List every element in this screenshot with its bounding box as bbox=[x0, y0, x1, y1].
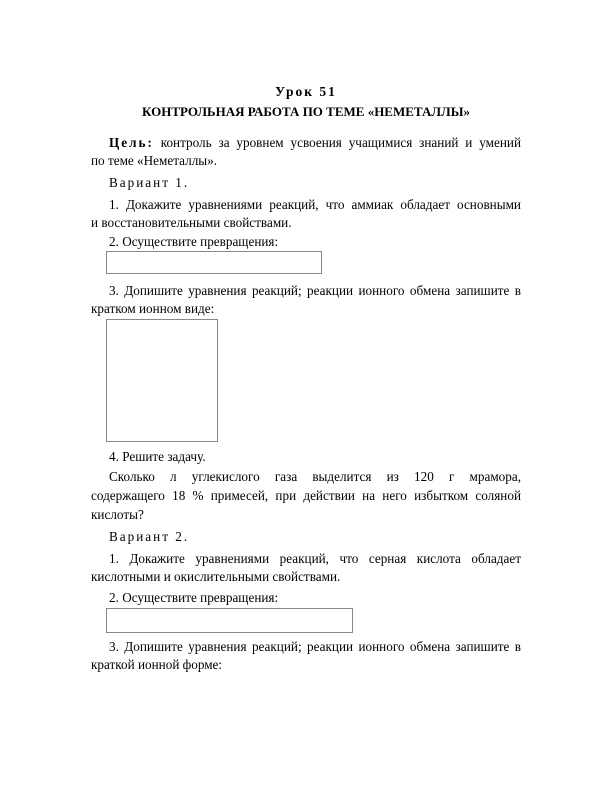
v2-task3-line-2: краткой ионной форме: bbox=[91, 657, 223, 672]
goal-label: Цель: bbox=[109, 135, 154, 150]
test-title: КОНТРОЛЬНАЯ РАБОТА ПО ТЕМЕ «НЕМЕТАЛЛЫ» bbox=[142, 104, 470, 119]
v1-problem-line-3: кислоты? bbox=[91, 507, 144, 522]
v2-task1-line-2: кислотными и окислительными свойствами. bbox=[91, 569, 341, 584]
v2-task1-line-1: 1. Докажите уравнениями реакций, что серная кислота обладает bbox=[109, 551, 521, 566]
goal-line-1 bbox=[91, 134, 521, 151]
v1-task3-line-1: 3. Допишите уравнения реакций; реакции ионного обмена запишите в bbox=[109, 283, 521, 298]
variant2-heading: Вариант 2. bbox=[109, 529, 190, 544]
v1-task4: 4. Решите задачу. bbox=[109, 449, 206, 464]
v1-task1-line-2: и восстановительными свойствами. bbox=[91, 215, 292, 230]
v1-problem-line-1: Сколько л углекислого газа выделится из 120 г мрамора, bbox=[109, 469, 521, 484]
v1-task2: 2. Осуществите превращения: bbox=[109, 234, 279, 249]
goal-text-1: контроль за уровнем усвоения учащимися знаний и умений bbox=[160, 135, 521, 150]
v1-equations-box bbox=[106, 319, 218, 442]
v1-task3-line-2: кратком ионном виде: bbox=[91, 301, 215, 316]
variant1-heading: Вариант 1. bbox=[109, 175, 190, 190]
v1-task1-line-1: 1. Докажите уравнениями реакций, что аммиак обладает основными bbox=[109, 197, 521, 212]
v2-task2: 2. Осуществите превращения: bbox=[109, 590, 279, 605]
v2-transformations-box bbox=[106, 608, 353, 633]
v2-task3-line-1: 3. Допишите уравнения реакций; реакции ионного обмена запишите в bbox=[109, 639, 521, 654]
goal-line-2: по теме «Неметаллы». bbox=[91, 153, 218, 168]
v1-problem-line-2: содержащего 18 % примесей, при действии на него избытком соляной bbox=[91, 488, 521, 503]
lesson-title: Урок 51 bbox=[275, 84, 337, 99]
v1-transformations-box bbox=[106, 251, 322, 274]
